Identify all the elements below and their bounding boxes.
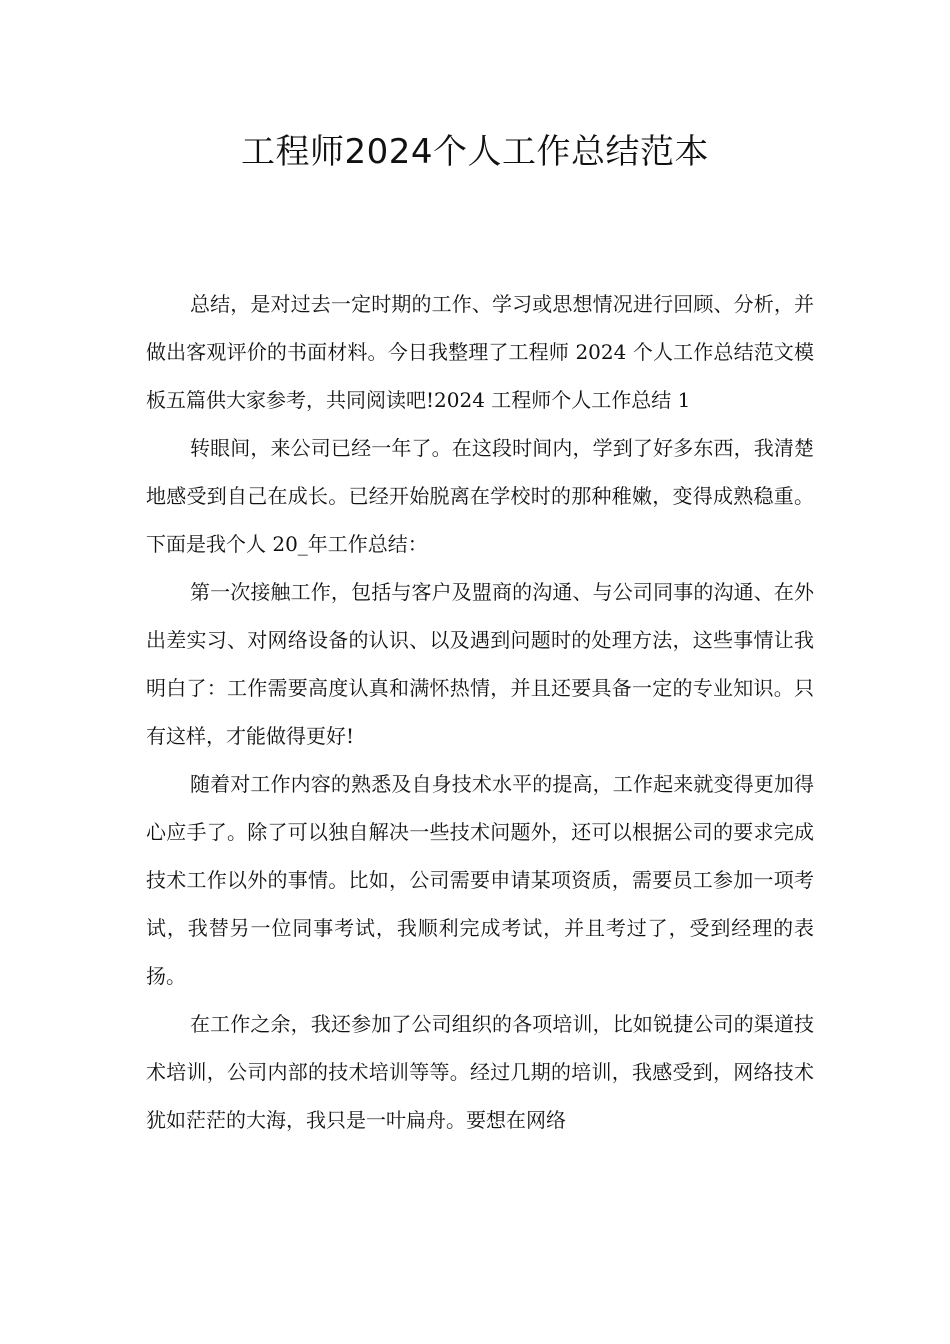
- paragraph-intro: 总结，是对过去一定时期的工作、学习或思想情况进行回顾、分析，并做出客观评价的书面材料。今日我整理了工程师 2024 个人工作总结范文模板五篇供大家参考，共同阅读吧!2024 工程师个人工作总结 1: [146, 292, 814, 412]
- paragraph-4: 在工作之余，我还参加了公司组织的各项培训，比如锐捷公司的渠道技术培训，公司内部的技术培训等等。经过几期的培训，我感受到，网络技术犹如茫茫的大海，我只是一叶扁舟。要想在网络: [146, 1012, 814, 1132]
- paragraph-1: 转眼间，来公司已经一年了。在这段时间内，学到了好多东西，我清楚地感受到自己在成长。已经开始脱离在学校时的那种稚嫩，变得成熟稳重。下面是我个人 20_年工作总结：: [146, 436, 814, 556]
- paragraph-3: 随着对工作内容的熟悉及自身技术水平的提高，工作起来就变得更加得心应手了。除了可以独自解决一些技术问题外，还可以根据公司的要求完成技术工作以外的事情。比如，公司需要申请某项资质，需要员工参加一项考试，我替另一位同事考试，我顺利完成考试，并且考过了，受到经理的表扬。: [146, 772, 814, 988]
- document-body: [146, 280, 814, 1144]
- document-title: 工程师2024个人工作总结范本: [240, 132, 710, 172]
- paragraph-2: 第一次接触工作，包括与客户及盟商的沟通、与公司同事的沟通、在外出差实习、对网络设备的认识、以及遇到问题时的处理方法，这些事情让我明白了：工作需要高度认真和满怀热情，并且还要具备一定的专业知识。只有这样，才能做得更好!: [146, 580, 814, 748]
